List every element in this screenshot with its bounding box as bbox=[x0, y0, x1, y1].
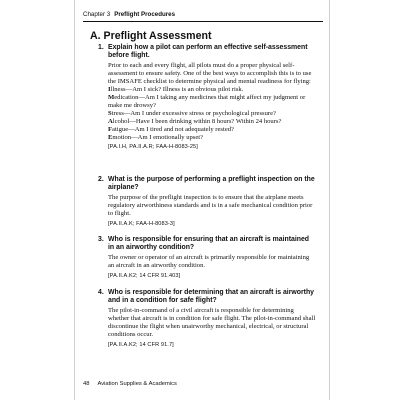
reference: [PA.I.H, PA.II.A.R; FAA-H-8083-25] bbox=[108, 144, 198, 151]
question-block-3 bbox=[98, 236, 316, 279]
question-heading bbox=[98, 44, 316, 60]
question-text: Who is responsible for determining that an aircraft is airworthy and in a condition for safe flight? bbox=[108, 289, 314, 305]
question-text: Who is responsible for ensuring that an aircraft is maintained in an airworthy condition? bbox=[108, 236, 310, 252]
question-number: 1. bbox=[98, 44, 104, 51]
running-header bbox=[83, 11, 323, 18]
question-text: What is the purpose of performing a preflight inspection on the airplane? bbox=[108, 176, 315, 192]
imsafe-item: Alcohol—Have I been drinking within 8 hours? Within 24 hours? bbox=[108, 117, 282, 125]
question-block-1 bbox=[98, 44, 316, 150]
question-heading bbox=[98, 176, 316, 192]
chapter-title: Preflight Procedures bbox=[114, 11, 176, 18]
question-heading bbox=[98, 289, 316, 305]
question-block-2 bbox=[98, 176, 316, 227]
imsafe-item: Medication—Am I taking any medicines that might affect my judgment or make me drowsy? bbox=[108, 94, 306, 109]
reference: [PA.II.A.K; FAA-H-8083-3] bbox=[108, 221, 175, 228]
imsafe-item: Stress—Am I under excessive stress or psychological pressure? bbox=[108, 109, 276, 117]
imsafe-item: Emotion—Am I emotionally upset? bbox=[108, 133, 204, 141]
imsafe-item: Illness—Am I sick? Illness is an obvious pilot risk. bbox=[108, 86, 244, 94]
question-text: Explain how a pilot can perform an effective self-assessment before flight. bbox=[108, 44, 308, 60]
reference: [PA.II.A.K2; 14 CFR 91.403] bbox=[108, 273, 181, 280]
imsafe-item: Fatigue—Am I tired and not adequately rested? bbox=[108, 125, 234, 133]
header-rule bbox=[83, 21, 323, 22]
page-number: 48 bbox=[83, 381, 90, 387]
question-block-4 bbox=[98, 289, 316, 348]
answer-text: The owner or operator of an aircraft is primarily responsible for maintaining an aircraft in an airworthy condition. bbox=[108, 254, 310, 270]
chapter-label: Chapter 3 bbox=[83, 11, 111, 18]
publisher-name: Aviation Supplies & Academics bbox=[97, 381, 177, 387]
question-number: 3. bbox=[98, 236, 104, 243]
answer-text: The purpose of the preflight inspection is to ensure that the airplane meets regulatory airworthiness standards and is in a safe mechanical condition prior to flight. bbox=[108, 194, 313, 218]
question-heading bbox=[98, 236, 316, 252]
answer-paragraph: Prior to each and every flight, all pilots must do a proper physical self-assessment to ensure safety. One of the best ways to accomplish this is to use the IMSAFE checklist to determine physical and mental readiness for flying: bbox=[108, 62, 312, 86]
answer-text: The pilot-in-command of a civil aircraft is responsible for determining whether that aircraft is in condition for safe flight. The pilot-in-command shall discontinue the flight when unairworthy mechanical, electrical, or structural conditions occur. bbox=[108, 307, 316, 339]
question-number: 4. bbox=[98, 289, 104, 296]
question-number: 2. bbox=[98, 176, 104, 183]
answer-text bbox=[98, 62, 316, 141]
section-title: A. Preflight Assessment bbox=[90, 30, 212, 42]
page-footer bbox=[83, 381, 323, 387]
reference: [PA.II.A.K2; 14 CFR 91.7] bbox=[108, 342, 174, 349]
